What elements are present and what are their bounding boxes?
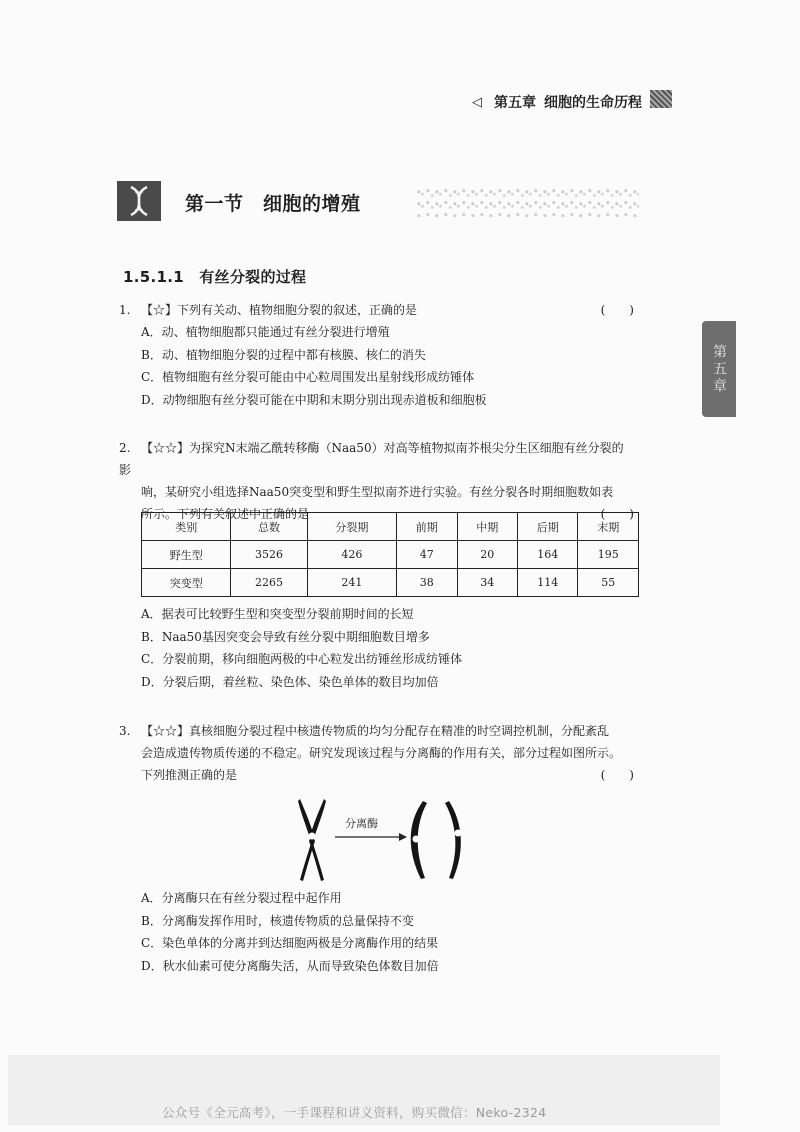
answer-blank: ( )	[600, 303, 634, 317]
option-c: C．染色单体的分离并到达细胞两极是分离酶作用的结果	[141, 936, 439, 950]
table-header-cell: 分裂期	[307, 513, 396, 541]
table-cell: 195	[578, 541, 639, 569]
chromosome-x-shape	[298, 799, 326, 881]
dna-helix-icon	[117, 181, 161, 221]
table-cell: 20	[457, 541, 517, 569]
question-text-line-3: 下列推测正确的是	[141, 768, 238, 782]
question-stem	[119, 299, 640, 321]
table-cell: 38	[397, 569, 457, 597]
table-cell: 426	[307, 541, 396, 569]
answer-blank: ( )	[600, 768, 634, 782]
question-text-line-2: 会造成遗传物质传递的不稳定。研究发现该过程与分离酶的作用有关，部分过程如图所示。	[141, 746, 622, 760]
table-row	[142, 541, 639, 569]
table-header-cell: 后期	[518, 513, 578, 541]
chromatid-right	[445, 801, 462, 879]
question-1	[119, 299, 640, 411]
table-header-cell: 末期	[578, 513, 639, 541]
section-title: 第一节 细胞的增殖	[185, 193, 361, 215]
chapter-number: 第五章	[494, 95, 536, 111]
question-text-line-1: 【☆☆】真核细胞分裂过程中核遗传物质的均匀分配存在精准的时空调控机制，分配紊乱	[141, 724, 610, 738]
option-a: A．分离酶只在有丝分裂过程中起作用	[141, 891, 342, 905]
table-header-row	[142, 513, 639, 541]
table-cell: 114	[518, 569, 578, 597]
question-3-options	[119, 887, 640, 977]
question-number: 2.	[119, 441, 131, 455]
section-banner	[117, 175, 639, 227]
answer-blank: ( )	[600, 507, 634, 521]
table-header-cell: 类别	[142, 513, 231, 541]
running-header	[472, 92, 642, 112]
table-cell: 野生型	[142, 541, 231, 569]
table-cell: 2265	[231, 569, 307, 597]
separation-arrow	[335, 833, 407, 841]
question-number: 3.	[119, 724, 131, 738]
option-c: C．分裂前期，移向细胞两极的中心粒发出纺锤丝形成纺锤体	[141, 652, 463, 666]
option-b: B．分离酶发挥作用时，核遗传物质的总量保持不变	[141, 913, 414, 928]
table-cell: 突变型	[142, 569, 231, 597]
chapter-title: 细胞的生命历程	[544, 95, 642, 111]
arrow-label: 分离酶	[345, 817, 378, 830]
option-b: B．动、植物细胞分裂的过程中都有核膜、核仁的消失	[141, 347, 426, 362]
option-b: B．Naa50基因突变会导致有丝分裂中期细胞数目增多	[141, 629, 430, 644]
option-a: A．据表可比较野生型和突变型分裂前期时间的长短	[141, 607, 414, 621]
option-c: C．植物细胞有丝分裂可能由中心粒周围发出星射线形成纺锤体	[141, 370, 475, 384]
table-cell: 164	[518, 541, 578, 569]
question-2-options	[119, 603, 640, 693]
table-cell: 55	[578, 569, 639, 597]
banner-texture	[417, 187, 639, 217]
chapter-thumbnail-icon	[650, 90, 672, 108]
option-a: A．动、植物细胞都只能通过有丝分裂进行增殖	[141, 325, 390, 339]
question-text: 【☆】下列有关动、植物细胞分裂的叙述，正确的是	[141, 303, 418, 317]
option-d: D．秋水仙素可使分离酶失活，从而导致染色体数目加倍	[141, 958, 439, 973]
mitosis-cell-count-table	[141, 512, 639, 597]
question-text-line-3: 所示。下列有关叙述中正确的是	[141, 507, 310, 521]
chromatid-left	[411, 801, 427, 879]
table-cell: 47	[397, 541, 457, 569]
option-d: D．动物细胞有丝分裂可能在中期和末期分别出现赤道板和细胞板	[141, 392, 487, 407]
table-header-cell: 前期	[397, 513, 457, 541]
table-cell: 34	[457, 569, 517, 597]
table-row	[142, 569, 639, 597]
question-text-line-1: 【☆☆】为探究N末端乙酰转移酶（Naa50）对高等植物拟南芥根尖分生区细胞有丝分裂的影	[119, 441, 624, 477]
question-stem	[119, 720, 640, 786]
question-number: 1.	[119, 303, 131, 317]
subsection-title: 1.5.1.1 有丝分裂的过程	[123, 268, 307, 286]
table-cell: 3526	[231, 541, 307, 569]
option-d: D．分裂后期，着丝粒、染色体、染色单体的数目均加倍	[141, 674, 439, 689]
chapter-side-tab: 第五章	[702, 321, 736, 417]
back-triangle-icon: ◁	[472, 94, 482, 110]
separase-chromosome-figure	[297, 795, 467, 885]
table-header-cell: 中期	[457, 513, 517, 541]
question-text-line-2: 响，某研究小组选择Naa50突变型和野生型拟南芥进行实验。有丝分裂各时期细胞数如表	[141, 485, 614, 499]
table-cell: 241	[307, 569, 396, 597]
question-3	[119, 720, 640, 786]
table-header-cell: 总数	[231, 513, 307, 541]
watermark-text: 公众号《全元高考》，一手课程和讲义资料，购买微信：Neko-2324	[162, 1105, 547, 1120]
